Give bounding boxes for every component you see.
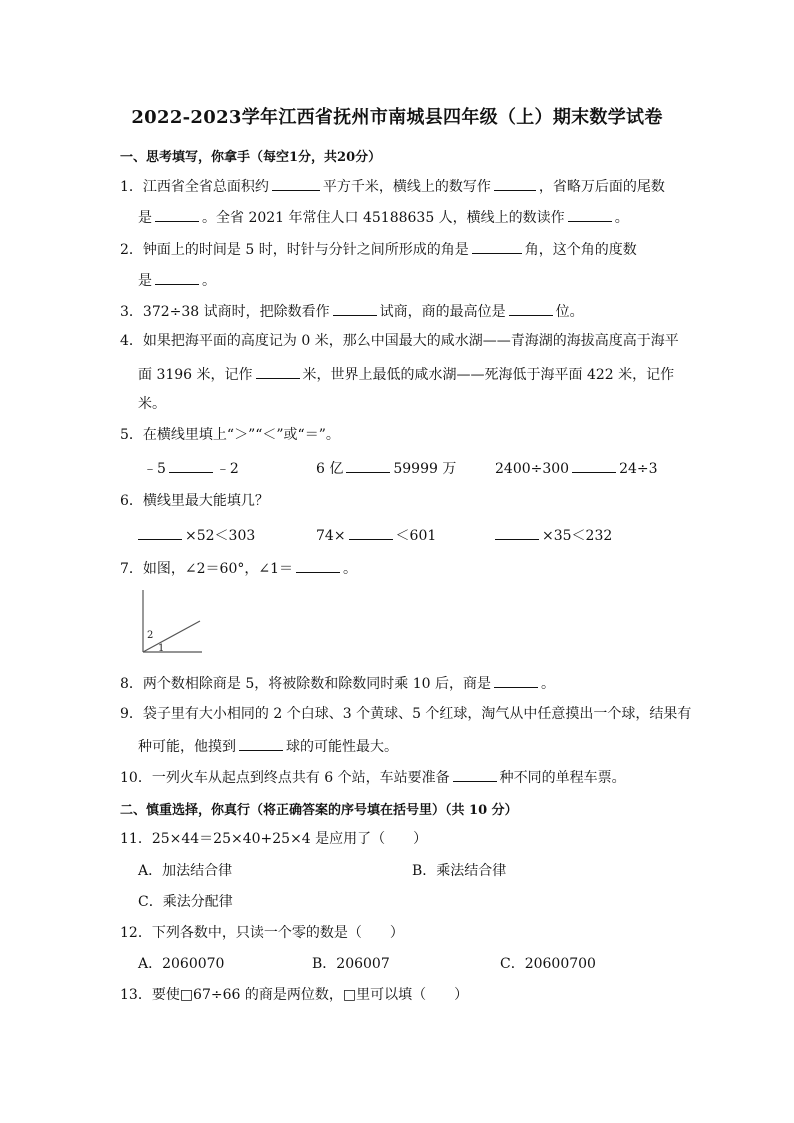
question-1-line-1 <box>120 176 665 196</box>
q9-text-a: 种可能，他摸到 <box>138 739 236 755</box>
question-13: 13．要使□67÷66 的商是两位数，□里可以填（ ） <box>120 987 469 1003</box>
q5-compare-3 <box>495 458 658 477</box>
question-7 <box>120 558 357 578</box>
q7-text-b: 。 <box>343 561 357 577</box>
answer-blank[interactable] <box>495 525 539 540</box>
answer-blank[interactable] <box>296 558 340 573</box>
q8-text-b: 。 <box>540 676 555 692</box>
q7-text-a: 7．如图，∠2＝60°，∠1＝ <box>120 561 293 577</box>
answer-blank[interactable] <box>169 458 213 473</box>
q1-text-b: 平方千米，横线上的数写作 <box>322 179 491 195</box>
section-2-heading: 二、慎重选择，你真行（将正确答案的序号填在括号里）（共 10 分） <box>120 803 518 818</box>
question-10 <box>120 767 626 787</box>
answer-blank[interactable] <box>155 270 199 285</box>
angle-figure <box>138 588 204 658</box>
q6-item-3 <box>495 525 612 545</box>
q3-text-b: 试商，商的最高位是 <box>379 304 506 320</box>
question-2-line-2 <box>138 270 216 290</box>
q12-option-a[interactable]: A．2060070 <box>138 956 225 972</box>
question-5: 5．在横线里填上“＞”“＜”或“＝”。 <box>120 427 340 443</box>
answer-blank[interactable] <box>509 301 553 316</box>
q5-compare-2 <box>316 458 456 478</box>
question-6: 6．横线里最大能填几？ <box>120 493 269 509</box>
figure-label-angle-1: 1 <box>158 643 165 654</box>
answer-blank[interactable] <box>568 207 612 222</box>
q2-text-d: 。 <box>202 273 216 289</box>
question-1-line-2 <box>138 207 629 227</box>
q1-text-d: 是 <box>138 210 152 226</box>
q9-text-b: 球的可能性最大。 <box>286 739 398 755</box>
q10-text-a: 10．一列火车从起点到终点共有 6 个站，车站要准备 <box>120 770 450 786</box>
answer-blank[interactable] <box>346 458 390 473</box>
question-4-line-2 <box>138 364 674 384</box>
q5-c3-right: 24÷3 <box>619 461 658 477</box>
answer-blank[interactable] <box>138 525 182 540</box>
question-4-line-3: 米。 <box>138 396 166 412</box>
q11-option-a[interactable]: A．加法结合律 <box>138 863 233 879</box>
q2-text-c: 是 <box>138 273 152 289</box>
q1-text-f: 。 <box>614 210 629 226</box>
figure-label-angle-2: 2 <box>147 630 154 641</box>
answer-blank[interactable] <box>349 525 393 540</box>
question-9-line-1: 9．袋子里有大小相同的 2 个白球、3 个黄球、5 个红球，淘气从中任意摸出一个球，结果有 <box>120 706 692 722</box>
q3-text-c: 位。 <box>555 304 584 320</box>
question-9-line-2 <box>138 736 398 756</box>
answer-blank[interactable] <box>472 239 522 254</box>
question-4-line-1: 4．如果把海平面的高度记为 0 米，那么中国最大的咸水湖——青海湖的海拔高度高于海平 <box>120 333 679 349</box>
answer-blank[interactable] <box>256 364 300 379</box>
q5-c2-left: 6 亿 <box>316 461 344 477</box>
q6-c3-text: ×35＜232 <box>542 528 613 544</box>
question-11: 11．25×44＝25×40+25×4 是应用了（ ） <box>120 831 428 847</box>
q6-c2-left: 74× <box>316 528 346 544</box>
q4-text-a: 面 3196 米，记作 <box>138 367 253 383</box>
q8-text-a: 8．两个数相除商是 5，将被除数和除数同时乘 10 后，商是 <box>120 676 491 692</box>
q5-c2-right: 59999 万 <box>393 461 457 477</box>
q5-compare-1 <box>143 458 239 478</box>
q4-text-b: 米，世界上最低的咸水湖——死海低于海平面 422 米，记作 <box>302 367 675 383</box>
answer-blank[interactable] <box>494 176 536 191</box>
q5-c1-left: ﹣5 <box>143 461 166 477</box>
question-8 <box>120 673 555 693</box>
q6-c1-text: ×52＜303 <box>185 528 256 544</box>
answer-blank[interactable] <box>453 767 497 782</box>
q12-option-c[interactable]: C．20600700 <box>500 956 596 972</box>
answer-blank[interactable] <box>272 176 320 191</box>
q5-c1-right: ﹣2 <box>215 461 239 477</box>
answer-blank[interactable] <box>155 207 199 222</box>
q2-text-b: 角，这个角的度数 <box>524 242 637 258</box>
question-12: 12．下列各数中，只读一个零的数是（ ） <box>120 925 404 941</box>
q6-item-2 <box>316 525 436 545</box>
q1-text-c: ，省略万后面的尾数 <box>538 179 665 195</box>
q6-c2-right: ＜601 <box>395 528 437 544</box>
q5-c3-left: 2400÷300 <box>495 461 570 477</box>
q12-option-b[interactable]: B．206007 <box>312 956 390 972</box>
q1-text-e: 。全省 2021 年常住人口 45188635 人，横线上的数读作 <box>202 210 565 226</box>
question-3 <box>120 301 584 321</box>
q3-text-a: 3．372÷38 试商时，把除数看作 <box>120 304 330 320</box>
page-title: 2022-2023学年江西省抚州市南城县四年级（上）期末数学试卷 <box>131 107 663 128</box>
answer-blank[interactable] <box>239 736 283 751</box>
q11-option-c[interactable]: C．乘法分配律 <box>138 894 233 910</box>
q11-option-b[interactable]: B．乘法结合律 <box>412 863 507 879</box>
answer-blank[interactable] <box>572 458 616 473</box>
q1-text-a: 1．江西省全省总面积约 <box>120 179 269 195</box>
q6-item-1 <box>138 525 255 545</box>
question-2-line-1 <box>120 239 637 259</box>
answer-blank[interactable] <box>494 673 538 688</box>
q2-text-a: 2．钟面上的时间是 5 时，时针与分针之间所形成的角是 <box>120 242 469 258</box>
answer-blank[interactable] <box>333 301 377 316</box>
section-1-heading: 一、思考填写，你拿手（每空1分，共20分） <box>120 150 382 165</box>
q10-text-b: 种不同的单程车票。 <box>499 770 626 786</box>
